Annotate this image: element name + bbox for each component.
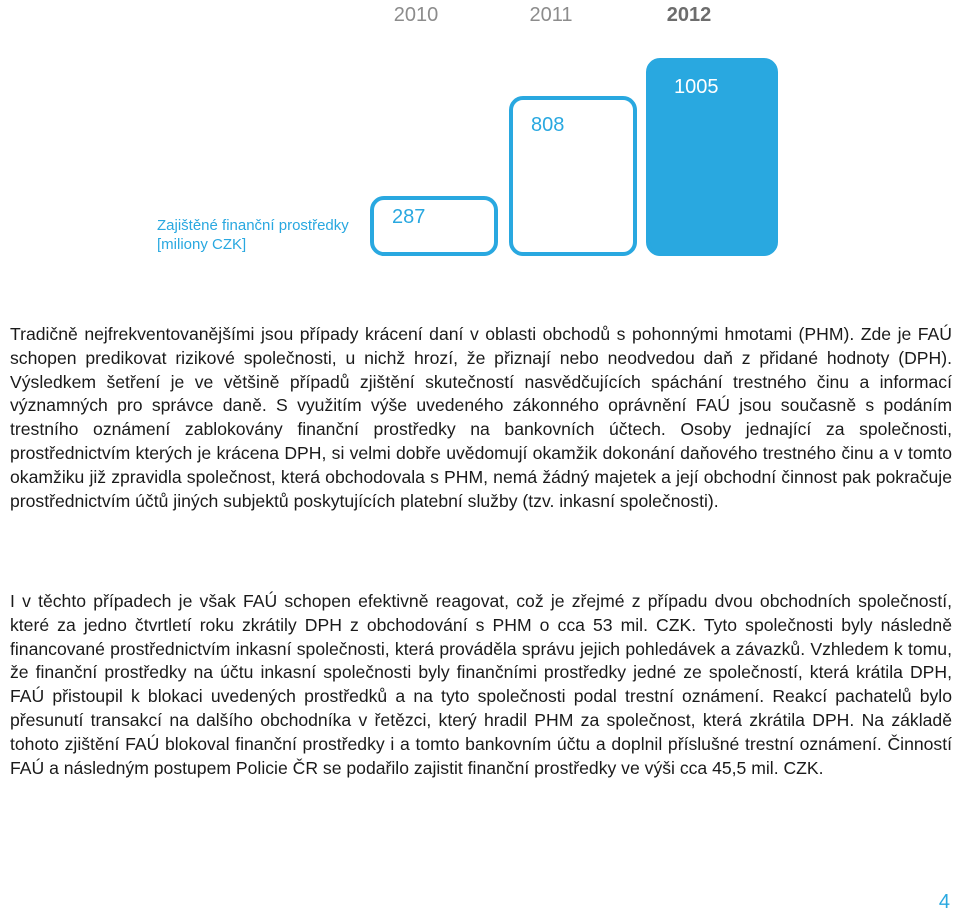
bar-value-2011: 808	[531, 114, 565, 136]
bar-value-2010: 287	[392, 206, 426, 228]
page-number: 4	[938, 891, 950, 913]
chart-axis-label: Zajištěné finanční prostředky [miliony CZK]	[157, 217, 349, 253]
bar-value-2012: 1005	[674, 76, 719, 98]
year-label-2012: 2012	[666, 4, 712, 26]
bar-2012	[646, 58, 778, 256]
paragraph-2: I v těchto případech je však FAÚ schopen efektivně reagovat, což je zřejmé z případu dvou obchodních společností, které za jedno čtvrtletí roku zkrátily DPH z obchodování s PHM o cca 53 mil. CZK. Tyto společnosti byly následně financované prostřednictvím inkasní společnosti, která prováděla správu jejich pohledávek a závazků. Vzhledem k tomu, že finanční prostředky na účtu inkasní společnosti byly finančními prostředky jedné ze společností, která krátila DPH, FAÚ přistoupil k blokaci uvedených prostředků a na tyto společnosti podal trestní oznámení. Reakcí pachatelů bylo přesunutí transakcí na dalšího obchodníka v řetězci, který hradil PHM za společnost, která zkrátila DPH. Na základě tohoto zjištění FAÚ blokoval finanční prostředky i a tomto bankovním účtu a doplnil příslušné trestní oznámení. Činností FAÚ a následným postupem Policie ČR se podařilo zajistit finanční prostředky ve výši cca 45,5 mil. CZK.	[10, 591, 952, 778]
year-label-2010: 2010	[393, 4, 439, 26]
paragraph-1: Tradičně nejfrekventovanějšími jsou případy krácení daní v oblasti obchodů s pohonnými hmotami (PHM). Zde je FAÚ schopen predikovat rizikové společnosti, u nichž hrozí, že přiznají nebo neodvedou daň z přidané hodnoty (DPH). Výsledkem šetření je ve většině případů zjištění skutečností nasvědčujících spáchání trestného činu a informací významných pro správce daně. S využitím výše uvedeného zákonného oprávnění FAÚ jsou současně s podáním trestního oznámení zablokovány finanční prostředky na bankovních účtech. Osoby jednající za společnosti, prostřednictvím kterých je krácena DPH, si velmi dobře uvědomují okamžik dokonání daňového trestného činu a v tomto okamžiku již zpravidla společnost, která obchodovala s PHM, nemá žádný majetek a její obchodní činnost pak pokračuje prostřednictvím účtů jiných subjektů poskytujících platební služby (tzv. inkasní společnosti).	[10, 324, 952, 511]
bar-2011	[509, 96, 637, 256]
year-label-2011: 2011	[529, 4, 573, 26]
funds-chart	[0, 0, 960, 310]
bar-2010	[370, 196, 498, 256]
